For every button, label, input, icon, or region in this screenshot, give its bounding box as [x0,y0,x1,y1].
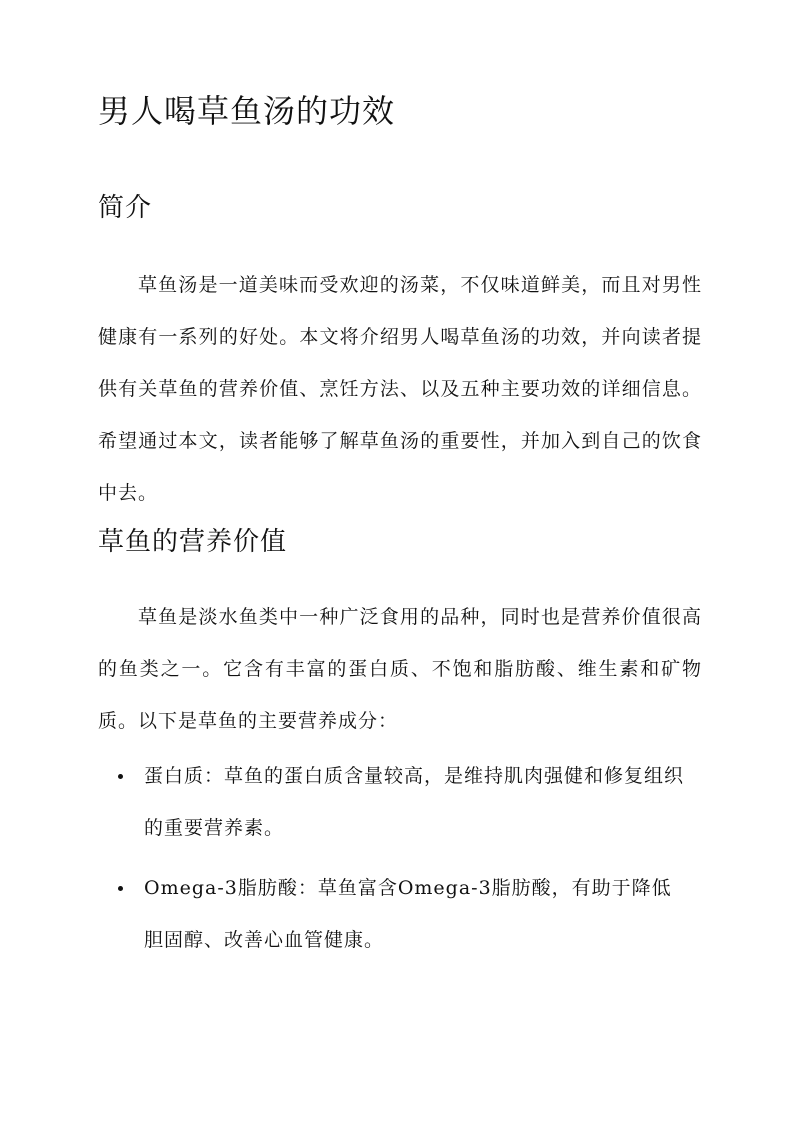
bullet-text: 蛋白质：草鱼的蛋白质含量较高，是维持肌肉强健和修复组织的重要营养素。 [144,765,685,839]
intro-paragraph: 草鱼汤是一道美味而受欢迎的汤菜，不仅味道鲜美，而且对男性健康有一系列的好处。本文将介绍男人喝草鱼汤的功效，并向读者提供有关草鱼的营养价值、烹饪方法、以及五种主要功效的详细信息。希望通过本文，读者能够了解草鱼汤的重要性，并加入到自己的饮食中去。 [98,274,702,504]
document-title: 男人喝草鱼汤的功效 [98,92,396,130]
section-heading-nutrition: 草鱼的营养价值 [98,527,288,557]
bullet-dot-icon [118,886,123,891]
nutrition-paragraph: 草鱼是淡水鱼类中一种广泛食用的品种，同时也是营养价值很高的鱼类之一。它含有丰富的蛋白质、不饱和脂肪酸、维生素和矿物质。以下是草鱼的主要营养成分： [98,606,702,732]
section-heading-intro: 简介 [98,193,153,223]
bullet-item-omega3 [98,862,684,966]
bullet-text: Omega-3脂肪酸：草鱼富含Omega-3脂肪酸，有助于降低胆固醇、改善心血管健康。 [144,877,672,951]
bullet-dot-icon [118,774,123,779]
bullet-item-protein [98,750,684,854]
nutrition-bullet-list [98,750,702,974]
